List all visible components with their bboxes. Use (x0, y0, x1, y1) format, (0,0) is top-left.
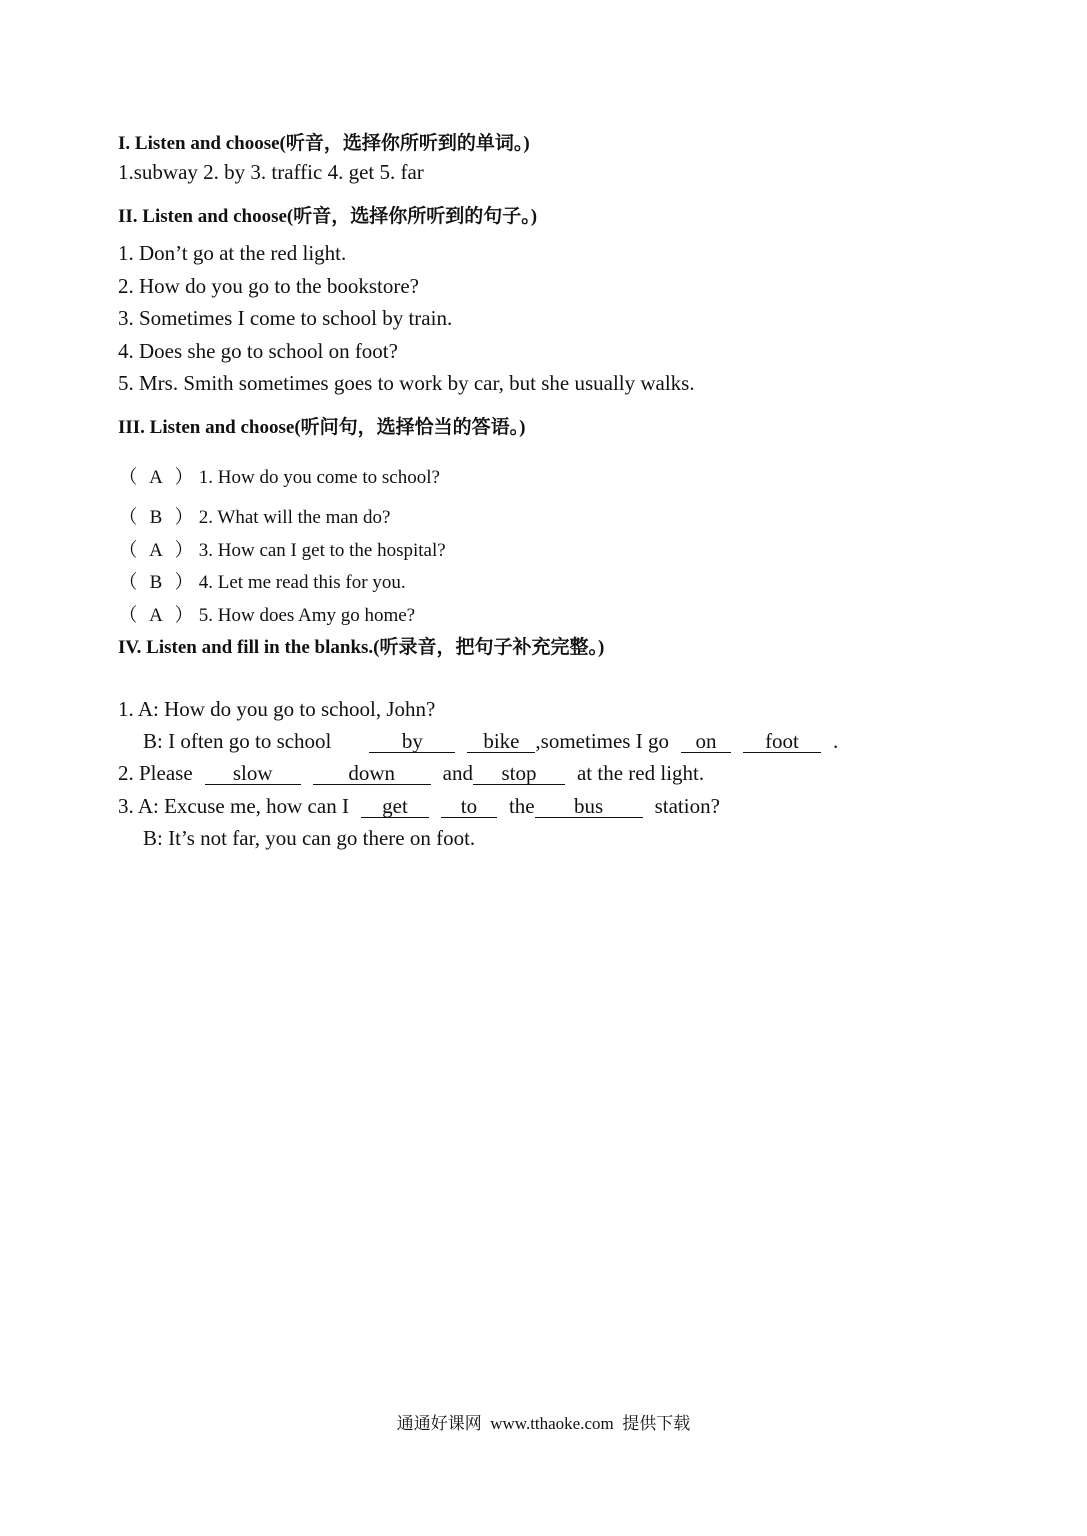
open-paren: （ (118, 467, 138, 488)
open-paren: （ (118, 507, 138, 528)
section2-sentence-3: 3. Sometimes I come to school by train. (118, 306, 453, 330)
section3-item-5 (118, 600, 415, 627)
footer-site-name: 通通好课网 (396, 1414, 482, 1433)
q1-blank-3: on (681, 730, 731, 753)
answer-letter: A (149, 605, 163, 626)
section3-item-1 (118, 462, 440, 489)
answer-letter: B (149, 507, 163, 528)
q1-mid: ,sometimes I go (535, 729, 669, 753)
section4-heading: IV. Listen and fill in the blanks.(听录音，把句子补充完整。) (118, 637, 605, 658)
q3-blank-1: get (361, 795, 429, 818)
question-text: 3. How can I get to the hospital? (198, 540, 446, 561)
footer-url[interactable]: www.tthaoke.com (490, 1414, 614, 1433)
answer-letter: A (149, 467, 163, 488)
question-text: 1. How do you come to school? (198, 467, 440, 488)
q2-line (118, 761, 704, 786)
open-paren: （ (118, 572, 138, 593)
section3-item-2 (118, 502, 390, 529)
section2-sentence-2: 2. How do you go to the bookstore? (118, 274, 419, 298)
q1-line-b (143, 729, 838, 754)
q2-prefix: 2. Please (118, 761, 193, 785)
close-paren: ） (174, 605, 194, 626)
q2-blank-1: slow (205, 762, 301, 785)
q2-blank-2: down (313, 762, 431, 785)
close-paren: ） (174, 467, 194, 488)
section2-sentence-1: 1. Don’t go at the red light. (118, 241, 347, 265)
q3-line-b: B: It’s not far, you can go there on foot. (143, 826, 476, 850)
answer-letter: B (149, 572, 163, 593)
q1-prefix: B: I often go to school (143, 729, 332, 753)
section1-heading: I. Listen and choose(听音，选择你所听到的单词。) (118, 133, 530, 154)
q1-end: . (832, 729, 839, 753)
q1-blank-4: foot (743, 730, 821, 753)
q1-line-a: 1. A: How do you go to school, John? (118, 697, 436, 721)
q3-blank-3: bus (535, 795, 643, 818)
section2-sentence-4: 4. Does she go to school on foot? (118, 339, 398, 363)
question-text: 2. What will the man do? (198, 507, 391, 528)
question-text: 4. Let me read this for you. (198, 572, 406, 593)
close-paren: ） (174, 572, 194, 593)
q1-blank-2: bike (467, 730, 535, 753)
q2-suffix: at the red light. (576, 761, 705, 785)
close-paren: ） (174, 507, 194, 528)
section3-heading: III. Listen and choose(听问句，选择恰当的答语。) (118, 417, 526, 438)
page-footer (0, 1409, 1087, 1434)
open-paren: （ (118, 605, 138, 626)
q3-suffix: station? (654, 794, 720, 818)
q3-prefix: 3. A: Excuse me, how can I (118, 794, 349, 818)
q2-blank-3: stop (473, 762, 565, 785)
answer-letter: A (149, 540, 163, 561)
section3-item-3 (118, 535, 446, 562)
section1-word-list: 1.subway 2. by 3. traffic 4. get 5. far (118, 160, 424, 184)
q3-line-a (118, 794, 720, 819)
section2-heading: II. Listen and choose(听音，选择你所听到的句子。) (118, 206, 538, 227)
open-paren: （ (118, 540, 138, 561)
section3-item-4 (118, 567, 406, 594)
close-paren: ） (174, 540, 194, 561)
footer-tail: 提供下载 (622, 1414, 691, 1433)
q1-blank-1: by (369, 730, 455, 753)
question-text: 5. How does Amy go home? (198, 605, 416, 626)
q3-blank-2: to (441, 795, 497, 818)
section2-sentence-5: 5. Mrs. Smith sometimes goes to work by car, but she usually walks. (118, 371, 695, 395)
q2-mid: and (442, 761, 473, 785)
q3-mid: the (508, 794, 535, 818)
